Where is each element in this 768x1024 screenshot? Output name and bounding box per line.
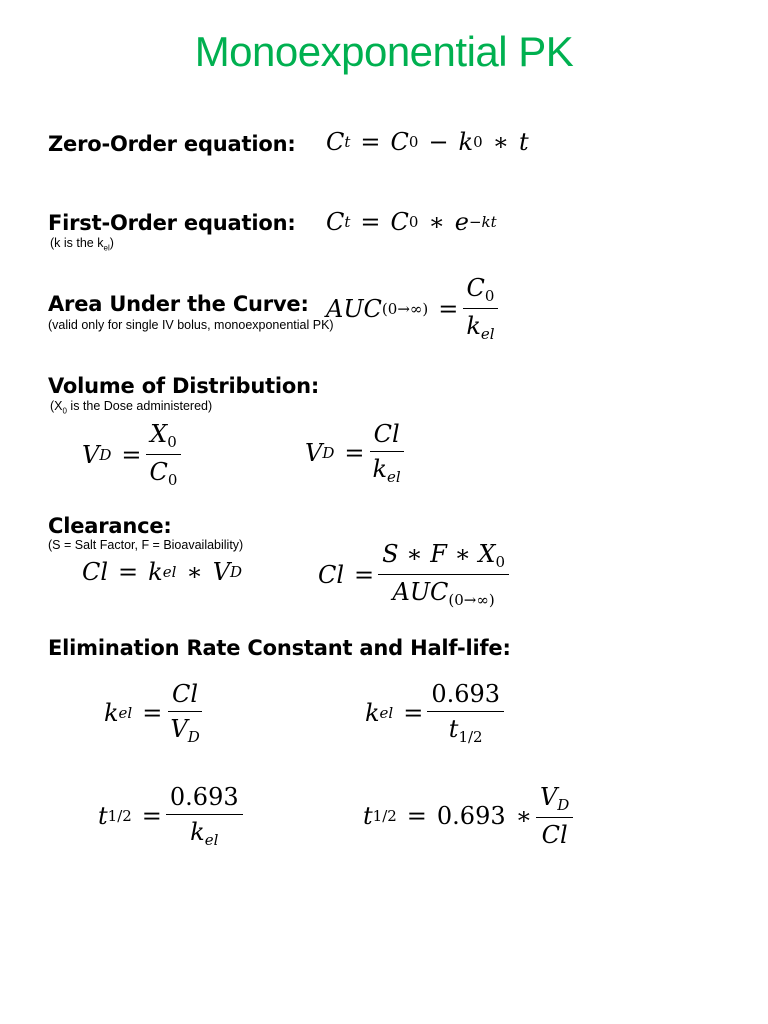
halflife-equation-vd: t 1/2 = 0.693 ∗ $\frac{V_D}{Cl}$: [363, 783, 577, 849]
vd-heading: Volume of Distribution:: [48, 374, 320, 398]
first-order-note: (k is the $k_{el}$): [50, 236, 114, 253]
kel-equation-halflife: k el = $\frac{0.693}{t_{1/2}}$: [365, 680, 508, 746]
vd-note: ($X_0$ is the Dose administered): [50, 399, 213, 416]
constant-value: 0.693: [427, 680, 504, 712]
zero-order-heading: Zero-Order equation:: [48, 132, 296, 156]
constant-value: 0.693: [436, 802, 506, 830]
first-order-heading: First-Order equation:: [48, 211, 296, 235]
page-title: Monoexponential PK: [194, 28, 574, 75]
constant-value: 0.693: [166, 783, 243, 815]
clearance-equation-auc: Cl = $\frac{S ∗ F ∗ X_0}{AUC_{(0\to\infty)}}$: [318, 540, 513, 609]
vd-equation-clearance: V D = $\frac{Cl}{k_{el}}$: [305, 420, 409, 486]
zero-order-equation: C t = C 0 − k 0 ∗ t: [326, 128, 529, 156]
vd-equation-dose: V D = $\frac{X_0}{C_0}$: [82, 420, 185, 489]
clearance-heading: Clearance:: [48, 514, 172, 538]
clearance-equation-kel: Cl = k el ∗ V D: [82, 558, 243, 586]
auc-note: (valid only for single IV bolus, monoexponential PK): [48, 318, 334, 332]
auc-heading: Area Under the Curve:: [48, 292, 309, 316]
clearance-note: (S = Salt Factor, F = Bioavailability): [48, 538, 244, 552]
kel-equation-clearance: k el = $\frac{Cl}{V_D}$: [104, 680, 208, 746]
halflife-equation-kel: t 1/2 = $\frac{0.693}{k_{el}}$: [98, 783, 247, 849]
auc-equation: AUC (0→∞) = $\frac{C_0}{k_{el}}$: [326, 274, 503, 343]
elim-heading: Elimination Rate Constant and Half-life:: [48, 636, 511, 660]
first-order-equation: C t = C 0 ∗ e −kt: [326, 208, 497, 236]
